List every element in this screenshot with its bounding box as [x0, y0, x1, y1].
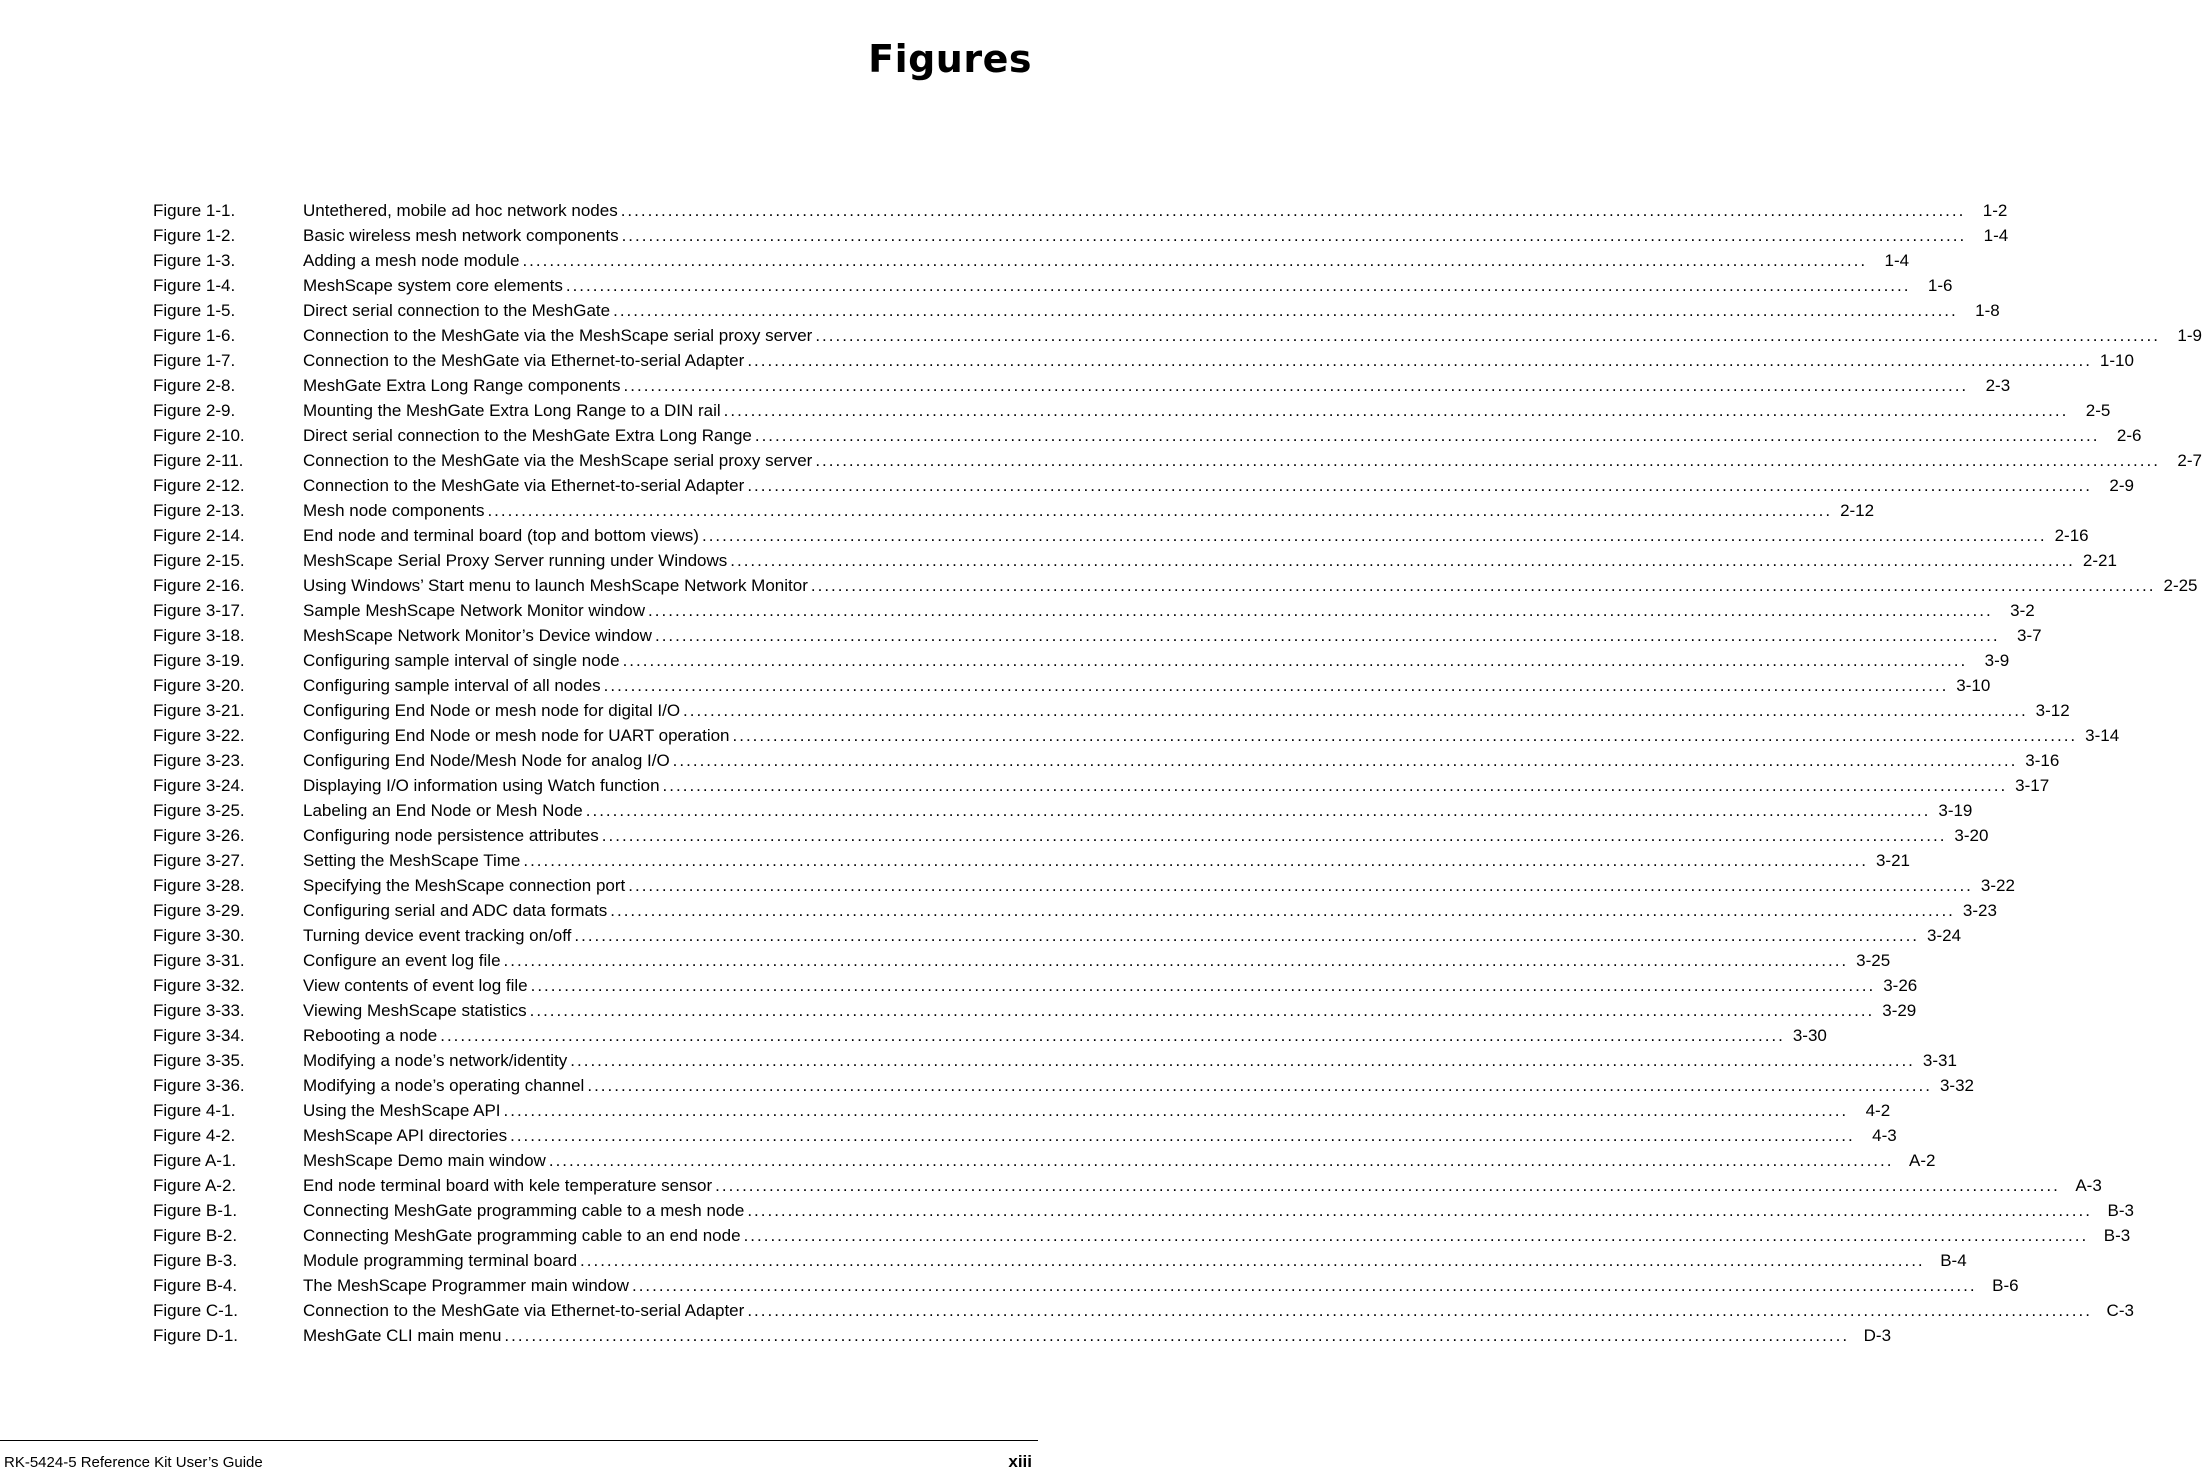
toc-entry[interactable]: [153, 648, 2010, 673]
toc-entry[interactable]: [153, 823, 1989, 848]
toc-entry[interactable]: [153, 1073, 1974, 1098]
figure-label: Figure 4-1.: [153, 1101, 236, 1120]
figure-title: Sample MeshScape Network Monitor window: [303, 601, 646, 620]
figure-title: Connection to the MeshGate via Ethernet-to-serial Adapter: [303, 351, 745, 370]
figure-title: MeshGate Extra Long Range components: [303, 376, 621, 395]
figure-page: 4-3: [1872, 1126, 1897, 1145]
figure-page: 4-2: [1865, 1101, 1891, 1120]
dot-leader: [624, 373, 1969, 398]
toc-entry[interactable]: [153, 548, 2117, 573]
dot-leader: [504, 1323, 1849, 1348]
dot-leader: [530, 998, 1875, 1023]
figure-title: Configuring serial and ADC data formats: [303, 901, 608, 920]
figure-title: MeshScape Serial Proxy Server running under Windows: [303, 551, 728, 570]
figure-title: Connecting MeshGate programming cable to an end node: [303, 1226, 741, 1245]
dot-leader: [747, 473, 2092, 498]
figure-title: Specifying the MeshScape connection port: [303, 876, 626, 895]
figure-label: Figure C-1.: [153, 1301, 239, 1320]
figure-page: 3-14: [2085, 726, 2120, 745]
figure-page: 3-22: [1980, 876, 2015, 895]
figure-page: B-3: [2103, 1226, 2131, 1245]
figure-title: Configuring End Node or mesh node for digital I/O: [303, 701, 681, 720]
figure-label: Figure 2-13.: [153, 501, 245, 520]
dot-leader: [733, 723, 2078, 748]
toc-entry[interactable]: [153, 773, 2050, 798]
toc-entry[interactable]: [153, 848, 1910, 873]
toc-entry[interactable]: [153, 673, 1991, 698]
dot-leader: [510, 1123, 1855, 1148]
figure-label: Figure 3-24.: [153, 776, 245, 795]
figure-title: Adding a mesh node module: [303, 251, 520, 270]
dot-leader: [549, 1148, 1894, 1173]
figure-title: Configure an event log file: [303, 951, 501, 970]
dot-leader: [655, 623, 2000, 648]
figure-page: 1-4: [1884, 251, 1910, 270]
figure-title: MeshScape Network Monitor’s Device window: [303, 626, 652, 645]
toc-entry[interactable]: [153, 1123, 1897, 1148]
toc-entry[interactable]: [153, 748, 2060, 773]
dot-leader: [747, 1198, 2092, 1223]
toc-entry[interactable]: [153, 1098, 1891, 1123]
figure-title: MeshScape API directories: [303, 1126, 508, 1145]
dot-leader: [811, 573, 2156, 598]
toc-entry[interactable]: [153, 1173, 2102, 1198]
dot-leader: [673, 748, 2018, 773]
figure-title: Connection to the MeshGate via Ethernet-to-serial Adapter: [303, 1301, 745, 1320]
figure-page: 3-16: [2025, 751, 2060, 770]
figure-title: The MeshScape Programmer main window: [303, 1276, 629, 1295]
figure-title: MeshGate CLI main menu: [303, 1326, 502, 1345]
figure-page: B-4: [1940, 1251, 1967, 1270]
dot-leader: [628, 873, 1973, 898]
toc-entry[interactable]: [153, 448, 2202, 473]
figure-page: B-3: [2107, 1201, 2134, 1220]
figure-label: Figure 2-9.: [153, 401, 236, 420]
dot-leader: [440, 1023, 1785, 1048]
figure-label: Figure B-2.: [153, 1226, 238, 1245]
dot-leader: [621, 198, 1966, 223]
figure-label: Figure 1-2.: [153, 226, 236, 245]
toc-entry[interactable]: [153, 223, 2009, 248]
figure-label: Figure 3-17.: [153, 601, 245, 620]
figure-label: Figure 3-21.: [153, 701, 245, 720]
figure-page: A-3: [2075, 1176, 2102, 1195]
dot-leader: [574, 923, 1919, 948]
figure-page: 1-10: [2099, 351, 2134, 370]
dot-leader: [623, 648, 1968, 673]
figure-title: Labeling an End Node or Mesh Node: [303, 801, 583, 820]
dot-leader: [586, 798, 1931, 823]
figure-page: 3-10: [1956, 676, 1991, 695]
toc-entry[interactable]: [153, 298, 2000, 323]
figure-page: 3-26: [1883, 976, 1918, 995]
figure-label: Figure D-1.: [153, 1326, 239, 1345]
figure-title: Modifying a node’s network/identity: [303, 1051, 568, 1070]
figure-page: 3-32: [1939, 1076, 1974, 1095]
dot-leader: [487, 498, 1832, 523]
figure-label: Figure 3-29.: [153, 901, 245, 920]
figure-label: Figure 3-30.: [153, 926, 245, 945]
toc-entry[interactable]: [153, 1198, 2134, 1223]
figure-page: 2-5: [2085, 401, 2111, 420]
dot-leader: [730, 548, 2075, 573]
dot-leader: [566, 273, 1911, 298]
dot-leader: [523, 848, 1868, 873]
figure-label: Figure 2-12.: [153, 476, 245, 495]
dot-leader: [815, 323, 2160, 348]
toc-entry[interactable]: [153, 948, 1891, 973]
figure-page: C-3: [2106, 1301, 2134, 1320]
figure-title: Connecting MeshGate programming cable to a mesh node: [303, 1201, 745, 1220]
figure-title: Configuring sample interval of single node: [303, 651, 620, 670]
figure-page: D-3: [1863, 1326, 1892, 1345]
toc-entry[interactable]: [153, 1148, 1936, 1173]
figure-title: Setting the MeshScape Time: [303, 851, 521, 870]
toc-entry[interactable]: [153, 473, 2134, 498]
figure-page: 3-23: [1962, 901, 1997, 920]
figure-title: Configuring End Node/Mesh Node for analog I/O: [303, 751, 670, 770]
figure-label: Figure 1-3.: [153, 251, 236, 270]
figure-title: MeshScape system core elements: [303, 276, 563, 295]
figure-title: End node and terminal board (top and bottom views): [303, 526, 699, 545]
dot-leader: [755, 423, 2100, 448]
dot-leader: [580, 1248, 1925, 1273]
dot-leader: [604, 673, 1949, 698]
toc-entry[interactable]: [153, 973, 1918, 998]
figure-title: Mesh node components: [303, 501, 485, 520]
figure-title: Viewing MeshScape statistics: [303, 1001, 527, 1020]
figure-label: Figure 3-27.: [153, 851, 245, 870]
dot-leader: [622, 223, 1967, 248]
toc-entry[interactable]: [153, 723, 2120, 748]
toc-entry[interactable]: [153, 348, 2134, 373]
toc-entry[interactable]: [153, 373, 2011, 398]
dot-leader: [663, 773, 2008, 798]
figure-title: Module programming terminal board: [303, 1251, 578, 1270]
figure-page: 1-9: [2177, 326, 2202, 345]
dot-leader: [744, 1223, 2089, 1248]
figure-page: 2-9: [2109, 476, 2134, 495]
toc-entry[interactable]: [153, 323, 2202, 348]
figure-title: Basic wireless mesh network components: [303, 226, 619, 245]
figure-page: 1-8: [1975, 301, 2000, 320]
figure-label: Figure 3-28.: [153, 876, 245, 895]
dot-leader: [570, 1048, 1915, 1073]
dot-leader: [587, 1073, 1932, 1098]
dot-leader: [504, 948, 1849, 973]
toc-entry[interactable]: [153, 1298, 2134, 1323]
toc-entry[interactable]: [153, 273, 1953, 298]
dot-leader: [648, 598, 1993, 623]
list-of-figures: [153, 198, 2202, 1348]
dot-leader: [815, 448, 2160, 473]
toc-entry[interactable]: [153, 698, 2070, 723]
figure-title: Connection to the MeshGate via the MeshScape serial proxy server: [303, 451, 813, 470]
figure-title: Connection to the MeshGate via the MeshScape serial proxy server: [303, 326, 813, 345]
figure-label: Figure 3-22.: [153, 726, 245, 745]
toc-entry[interactable]: [153, 873, 2015, 898]
figure-label: Figure 1-4.: [153, 276, 236, 295]
toc-entry[interactable]: [153, 1048, 1957, 1073]
figure-label: Figure 4-2.: [153, 1126, 236, 1145]
toc-entry[interactable]: [153, 498, 1875, 523]
dot-leader: [504, 1098, 1849, 1123]
figure-title: Configuring node persistence attributes: [303, 826, 599, 845]
figure-title: Configuring sample interval of all nodes: [303, 676, 601, 695]
figure-title: Direct serial connection to the MeshGate Extra Long Range: [303, 426, 752, 445]
figure-label: Figure B-3.: [153, 1251, 238, 1270]
figure-label: Figure 1-1.: [153, 201, 236, 220]
figure-title: Turning device event tracking on/off: [303, 926, 572, 945]
figure-label: Figure 2-15.: [153, 551, 245, 570]
figure-title: Mounting the MeshGate Extra Long Range to a DIN rail: [303, 401, 721, 420]
footer-divider: [0, 1440, 1038, 1441]
toc-entry[interactable]: [153, 623, 2042, 648]
toc-entry[interactable]: [153, 1323, 1892, 1348]
figure-page: 3-9: [1984, 651, 2010, 670]
toc-entry[interactable]: [153, 398, 2111, 423]
figure-label: Figure 3-32.: [153, 976, 245, 995]
figure-title: Direct serial connection to the MeshGate: [303, 301, 611, 320]
figure-label: Figure 2-10.: [153, 426, 245, 445]
toc-entry[interactable]: [153, 798, 1973, 823]
toc-entry[interactable]: [153, 198, 2008, 223]
figure-title: Using Windows’ Start menu to launch MeshScape Network Monitor: [303, 576, 808, 595]
figure-label: Figure A-1.: [153, 1151, 237, 1170]
figure-label: Figure 3-35.: [153, 1051, 245, 1070]
toc-entry[interactable]: [153, 1248, 1967, 1273]
dot-leader: [715, 1173, 2060, 1198]
figure-label: Figure 3-18.: [153, 626, 245, 645]
figure-page: 2-7: [2177, 451, 2202, 470]
figure-page: 3-12: [2035, 701, 2070, 720]
figure-title: End node terminal board with kele temperature sensor: [303, 1176, 713, 1195]
page-title: Figures: [868, 37, 1032, 81]
figure-title: View contents of event log file: [303, 976, 528, 995]
toc-entry[interactable]: [153, 1023, 1827, 1048]
figure-label: Figure 3-19.: [153, 651, 245, 670]
figure-page: 3-30: [1792, 1026, 1827, 1045]
figure-label: Figure 3-20.: [153, 676, 245, 695]
toc-entry[interactable]: [153, 898, 1997, 923]
figure-page: 2-6: [2116, 426, 2142, 445]
figure-label: Figure 3-36.: [153, 1076, 245, 1095]
figure-page: B-6: [1992, 1276, 2019, 1295]
figure-label: Figure 1-5.: [153, 301, 236, 320]
figure-page: 2-12: [1840, 501, 1875, 520]
figure-title: Displaying I/O information using Watch function: [303, 776, 660, 795]
dot-leader: [613, 298, 1958, 323]
figure-label: Figure 3-33.: [153, 1001, 245, 1020]
footer-page-number: xiii: [1008, 1452, 1032, 1471]
figure-page: 2-16: [2054, 526, 2089, 545]
figure-page: 3-24: [1927, 926, 1962, 945]
figure-title: Configuring End Node or mesh node for UART operation: [303, 726, 730, 745]
toc-entry[interactable]: [153, 1223, 2131, 1248]
dot-leader: [702, 523, 2047, 548]
dot-leader: [602, 823, 1947, 848]
figure-page: 3-20: [1954, 826, 1989, 845]
toc-entry[interactable]: [153, 923, 1962, 948]
figure-label: Figure 3-23.: [153, 751, 245, 770]
figure-label: Figure 1-7.: [153, 351, 236, 370]
figure-label: Figure 1-6.: [153, 326, 236, 345]
figure-label: Figure A-2.: [153, 1176, 237, 1195]
dot-leader: [683, 698, 2028, 723]
figure-label: Figure 3-31.: [153, 951, 245, 970]
toc-entry[interactable]: [153, 1273, 2019, 1298]
figure-title: Using the MeshScape API: [303, 1101, 501, 1120]
figure-page: 2-3: [1985, 376, 2011, 395]
dot-leader: [632, 1273, 1977, 1298]
figure-page: 3-2: [2010, 601, 2035, 620]
figure-label: Figure 3-34.: [153, 1026, 245, 1045]
figure-label: Figure 2-11.: [153, 451, 244, 470]
figure-label: Figure B-1.: [153, 1201, 238, 1220]
figure-title: Connection to the MeshGate via Ethernet-to-serial Adapter: [303, 476, 745, 495]
figure-label: Figure 2-8.: [153, 376, 236, 395]
toc-entry[interactable]: [153, 248, 1910, 273]
figure-title: MeshScape Demo main window: [303, 1151, 546, 1170]
figure-label: Figure 2-16.: [153, 576, 245, 595]
toc-entry[interactable]: [153, 598, 2035, 623]
figure-page: 3-7: [2017, 626, 2042, 645]
figure-page: 1-4: [1983, 226, 2009, 245]
figure-page: 3-17: [2015, 776, 2050, 795]
dot-leader: [747, 1298, 2092, 1323]
toc-entry[interactable]: [153, 423, 2142, 448]
figure-label: Figure B-4.: [153, 1276, 238, 1295]
figure-title: Untethered, mobile ad hoc network nodes: [303, 201, 618, 220]
figure-page: 3-31: [1922, 1051, 1957, 1070]
figure-page: 3-25: [1856, 951, 1891, 970]
figure-label: Figure 3-26.: [153, 826, 245, 845]
figure-title: Modifying a node’s operating channel: [303, 1076, 585, 1095]
dot-leader: [610, 898, 1955, 923]
figure-label: Figure 3-25.: [153, 801, 245, 820]
toc-entry[interactable]: [153, 998, 1917, 1023]
figure-page: 1-6: [1927, 276, 1953, 295]
dot-leader: [531, 973, 1876, 998]
figure-page: 1-2: [1982, 201, 2008, 220]
figure-page: 3-21: [1875, 851, 1910, 870]
figure-page: 2-21: [2082, 551, 2117, 570]
figure-page: A-2: [1909, 1151, 1936, 1170]
dot-leader: [724, 398, 2069, 423]
figure-label: Figure 2-14.: [153, 526, 245, 545]
toc-entry[interactable]: [153, 573, 2198, 598]
figure-title: Rebooting a node: [303, 1026, 438, 1045]
toc-entry[interactable]: [153, 523, 2089, 548]
figure-page: 3-19: [1938, 801, 1973, 820]
figure-page: 2-25: [2163, 576, 2198, 595]
dot-leader: [522, 248, 1867, 273]
footer-doc-title: RK-5424-5 Reference Kit User’s Guide: [4, 1454, 263, 1471]
figure-page: 3-29: [1882, 1001, 1917, 1020]
dot-leader: [747, 348, 2092, 373]
